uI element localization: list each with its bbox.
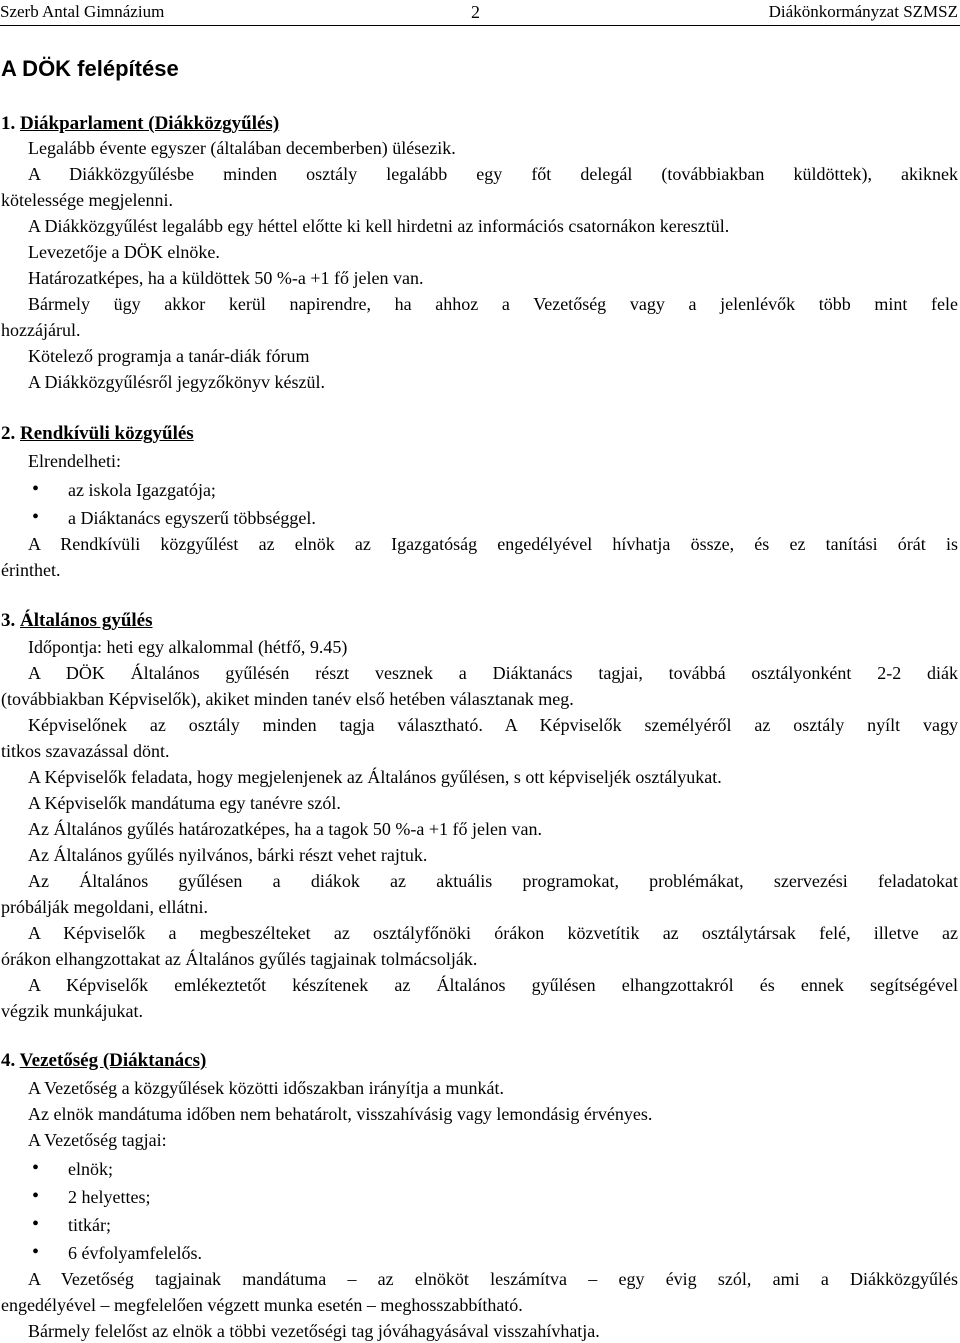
paragraph-line: Bármely felelőst az elnök a többi vezetőségi tag jóváhagyásával visszahívhatja. [28, 1321, 600, 1341]
paragraph-line: (továbbiakban Képviselők), akiket minden tanév első hetében választanak meg. [1, 689, 574, 709]
bullet-icon: • [32, 1241, 40, 1263]
paragraph-line: végzik munkájukat. [1, 1001, 143, 1021]
paragraph-line: Az Általános gyűlés határozatképes, ha a tagok 50 %-a +1 fő jelen van. [28, 819, 542, 839]
bullet-icon: • [32, 506, 40, 528]
paragraph-line: Az Általános gyűlés nyilvános, bárki részt vehet rajtuk. [28, 845, 428, 865]
paragraph-line: A Vezetőség tagjainak mandátuma – az elnököt leszámítva – egy évig szól, ami a Diákközgyűlés [28, 1269, 958, 1289]
list-item: 2 helyettes; [68, 1187, 151, 1207]
section-4-title: Vezetőség (Diáktanács) [19, 1050, 207, 1071]
paragraph-line: Az Általános gyűlésen a diákok az aktuális programokat, problémákat, szervezési feladatokat [28, 871, 958, 891]
paragraph-line: A Képviselők feladata, hogy megjelenjenek az Általános gyűlésen, s ott képviseljék osztályukat. [28, 767, 722, 787]
list-item: titkár; [68, 1215, 111, 1235]
paragraph-line: A Diákközgyűlést legalább egy héttel előtte ki kell hirdetni az információs csatornákon keresztül. [28, 216, 730, 236]
bullet-icon: • [32, 1213, 40, 1235]
paragraph-line: A Vezetőség tagjai: [28, 1130, 167, 1150]
paragraph-line: Kötelező programja a tanár-diák fórum [28, 346, 310, 366]
section-1-heading [1, 112, 279, 136]
header-document-name: Diákönkormányzat SZMSZ [768, 2, 958, 21]
paragraph-line: Képviselőnek az osztály minden tagja választható. A Képviselők személyéről az osztály nyílt vagy [28, 715, 958, 735]
paragraph-line: titkos szavazással dönt. [1, 741, 170, 761]
paragraph-line: A Képviselők mandátuma egy tanévre szól. [28, 793, 341, 813]
page-title: A DÖK felépítése [1, 56, 179, 81]
paragraph-line: A DÖK Általános gyűlésén részt vesznek a Diáktanács tagjai, továbbá osztályonként 2-2 diák [28, 663, 958, 683]
section-3-title: Általános gyűlés [20, 610, 153, 631]
bullet-icon: • [32, 1185, 40, 1207]
bullet-icon: • [32, 1157, 40, 1179]
header-school-name: Szerb Antal Gimnázium [0, 2, 165, 21]
paragraph-line: A Diákközgyűlésbe minden osztály legalább egy főt delegál (továbbiakban küldöttek), akiknek [28, 164, 958, 184]
paragraph-line: Levezetője a DÖK elnöke. [28, 242, 220, 262]
paragraph-line: kötelessége megjelenni. [1, 190, 173, 210]
section-1-number: 1. [1, 113, 16, 134]
paragraph-line: próbálják megoldani, ellátni. [1, 897, 208, 917]
paragraph-line: A Vezetőség a közgyűlések közötti időszakban irányítja a munkát. [28, 1078, 505, 1098]
paragraph-line: Az elnök mandátuma időben nem behatárolt, visszahívásig vagy lemondásig érvényes. [28, 1104, 653, 1124]
paragraph-line: Bármely ügy akkor kerül napirendre, ha ahhoz a Vezetőség vagy a jelenlévők több mint fele [28, 294, 958, 314]
paragraph-line: engedélyével – megfelelően végzett munka esetén – meghosszabbítható. [1, 1295, 523, 1315]
list-item: a Diáktanács egyszerű többséggel. [68, 508, 316, 528]
section-2-title: Rendkívüli közgyűlés [20, 423, 194, 444]
paragraph-line: A Diákközgyűlésről jegyzőkönyv készül. [28, 372, 325, 392]
paragraph-line: Legalább évente egyszer (általában decemberben) ülésezik. [28, 138, 456, 158]
section-3-number: 3. [1, 610, 16, 631]
paragraph-line: hozzájárul. [1, 320, 81, 340]
list-item: 6 évfolyamfelelős. [68, 1243, 202, 1263]
header-page-number: 2 [471, 2, 480, 22]
page-header [0, 0, 960, 26]
section-4-number: 4. [1, 1050, 16, 1071]
section-4-heading [1, 1049, 206, 1073]
section-2-number: 2. [1, 423, 16, 444]
paragraph-line: Elrendelheti: [28, 451, 121, 471]
bullet-icon: • [32, 478, 40, 500]
section-2-heading [1, 422, 194, 446]
list-item: elnök; [68, 1159, 113, 1179]
paragraph-line: A Képviselők a megbeszélteket az osztályfőnöki órákon közvetítik az osztálytársak felé, illetve az [28, 923, 958, 943]
header-divider [0, 25, 960, 26]
paragraph-line: A Rendkívüli közgyűlést az elnök az Igazgatóság engedélyével hívhatja össze, és ez tanítási órát is [28, 534, 958, 554]
paragraph-line: A Képviselők emlékeztetőt készítenek az Általános gyűlésen elhangzottakról és ennek segítségével [28, 975, 958, 995]
paragraph-line: érinthet. [1, 560, 61, 580]
list-item: az iskola Igazgatója; [68, 480, 216, 500]
paragraph-line: Határozatképes, ha a küldöttek 50 %-a +1 fő jelen van. [28, 268, 424, 288]
paragraph-line: Időpontja: heti egy alkalommal (hétfő, 9.45) [28, 637, 348, 657]
section-3-heading [1, 609, 153, 633]
section-1-title: Diákparlament (Diákközgyűlés) [20, 113, 280, 134]
paragraph-line: órákon elhangzottakat az Általános gyűlés tagjainak tolmácsolják. [1, 949, 478, 969]
